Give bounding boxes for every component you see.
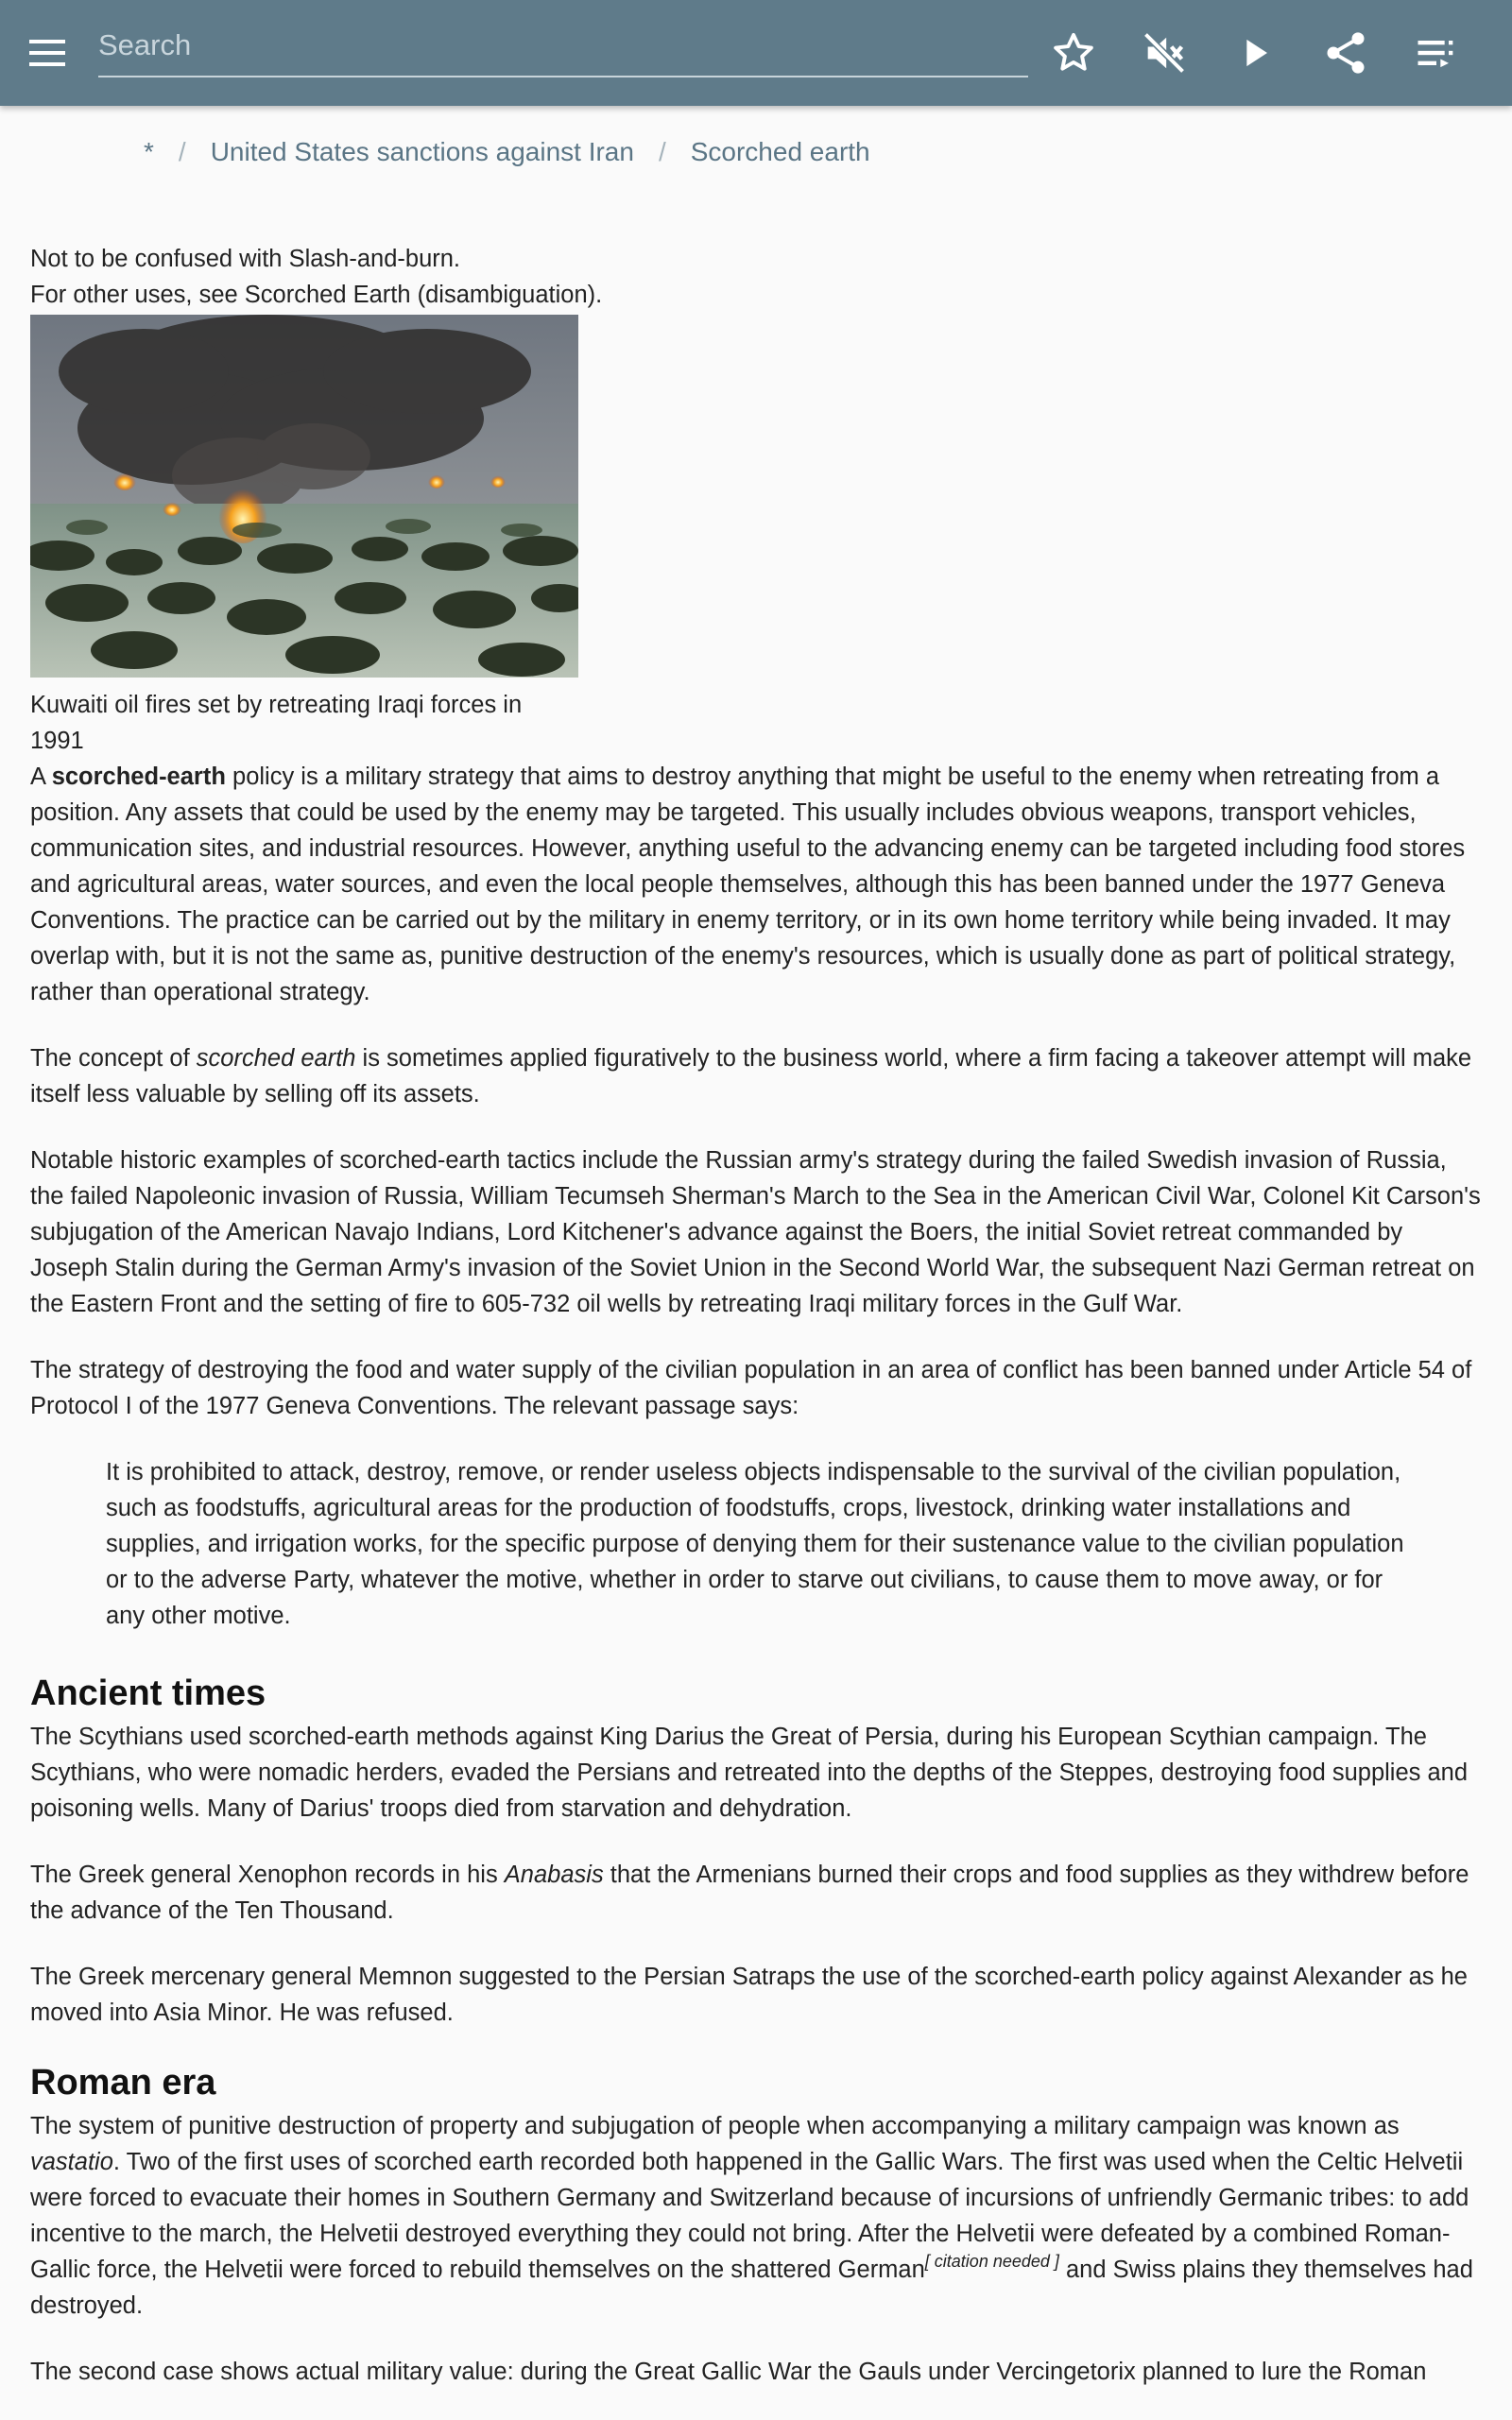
article-content	[30, 241, 1486, 2420]
breadcrumb-parent[interactable]: United States sanctions against Iran	[210, 137, 634, 166]
text-run: policy is a military strategy that aims to destroy anything that might be useful to the enemy when retreating from a position. Any assets that could be used by the enemy may be targeted. This usually includes obvious weapons, transport vehicles, communication sites, and industrial resources. However, anything useful to the advancing enemy can be targeted including food stores and agricultural areas, water sources, and even the local people themselves, although this has been banned under the 1977 Geneva Conventions. The practice can be carried out by the military in enemy territory, or in its own home territory while being invaded. It may overlap with, but it is not the same as, punitive destruction of the enemy's resources, which is usually done as part of political strategy, rather than operational strategy.	[30, 764, 1466, 1005]
breadcrumb-home[interactable]: *	[144, 137, 154, 166]
ancient-paragraph-3: The Greek mercenary general Memnon suggested to the Persian Satraps the use of the scorched-earth policy against Alexander as he moved into Asia Minor. He was refused.	[30, 1964, 1468, 2026]
italic-term: Anabasis	[504, 1862, 604, 1888]
text-run: is sometimes applied figuratively to the business world, where a firm facing a takeover attempt will make itself less valuable by selling off its assets.	[30, 1045, 1472, 1107]
intro-paragraph-1	[30, 759, 1486, 1010]
italic-term: scorched earth	[196, 1045, 356, 1072]
citation-needed-link[interactable]: [ citation needed ]	[924, 2252, 1059, 2271]
figure-caption: Kuwaiti oil fires set by retreating Iraqi forces in 1991	[30, 692, 523, 754]
playlist-icon[interactable]	[1412, 28, 1461, 77]
text-run: . Two of the first uses of scorched earth recorded both happened in the Gallic Wars. The first was used when the Celtic Helvetii were forced to evacuate their homes in Southern Germany and Switzerland because of incursions of unfriendly Germanic tribes: to add incentive to the march, the Helvetii destroyed everything they could not bring. After the Helvetii were defeated by a combined Roman-Gallic force, the Helvetii were forced to rebuild themselves on the shattered German	[30, 2149, 1469, 2283]
section-heading-ancient: Ancient times	[30, 1673, 266, 1713]
text-run: A	[30, 764, 52, 790]
roman-paragraph-2: The second case shows actual military value: during the Great Gallic War the Gauls under Vercingetorix planned to lure the Roman	[30, 2359, 1427, 2385]
menu-icon[interactable]	[26, 32, 79, 74]
intro-paragraph-3: Notable historic examples of scorched-earth tactics include the Russian army's strategy during the failed Swedish invasion of Russia, the failed Napoleonic invasion of Russia, William Tecumseh Sherman's March to the Sea in the American Civil War, Colonel Kit Carson's subjugation of the American Navajo Indians, Lord Kitchener's advance against the Boers, the initial Soviet retreat commanded by Joseph Stalin during the German Army's invasion of the Soviet Union in the Second World War, the subsequent Nazi German retreat on the Eastern Front and the setting of fire to 605-732 oil wells by retreating Iraqi military forces in the Gulf War.	[30, 1147, 1481, 1317]
breadcrumb-current[interactable]: Scorched earth	[690, 137, 870, 166]
breadcrumb-separator: /	[178, 137, 186, 166]
breadcrumb	[144, 137, 870, 175]
share-icon[interactable]	[1321, 28, 1370, 77]
italic-term: vastatio	[30, 2149, 113, 2175]
bold-term: scorched-earth	[51, 764, 226, 790]
geneva-quote: It is prohibited to attack, destroy, remove, or render useless objects indispensable to the survival of the civilian population, such as foodstuffs, agricultural areas for the production of foodstuffs, crops, livestock, drinking water installations and supplies, and irrigation works, for the specific purpose of denying them for their sustenance value to the civilian population or to the adverse Party, whatever the motive, whether in order to starve out civilians, to cause them to move away, or for any other motive.	[106, 1459, 1404, 1629]
text-run: The Greek general Xenophon records in his	[30, 1862, 505, 1888]
breadcrumb-separator: /	[658, 137, 666, 166]
hatnote-other-uses[interactable]: For other uses, see Scorched Earth (disambiguation).	[30, 282, 603, 308]
intro-paragraph-2	[30, 1040, 1486, 1112]
intro-paragraph-4: The strategy of destroying the food and water supply of the civilian population in an area of conflict has been banned under Article 54 of Protocol I of the 1977 Geneva Conventions. The relevant passage says:	[30, 1357, 1472, 1419]
search-input[interactable]	[98, 21, 1028, 70]
ancient-paragraph-2	[30, 1857, 1486, 1929]
section-heading-roman: Roman era	[30, 2063, 216, 2102]
kuwaiti-oil-fires-image[interactable]	[30, 315, 578, 678]
star-icon[interactable]	[1049, 28, 1098, 77]
text-run: that the Armenians burned their crops and food supplies as they withdrew before the advance of the Ten Thousand.	[30, 1862, 1469, 1924]
roman-paragraph-1	[30, 2108, 1486, 2324]
top-app-bar	[0, 0, 1512, 106]
text-run: and Swiss plains they themselves had destroyed.	[30, 2257, 1473, 2319]
play-icon[interactable]	[1230, 28, 1280, 77]
volume-off-icon[interactable]	[1140, 28, 1189, 77]
search-field	[98, 21, 1028, 77]
ancient-paragraph-1: The Scythians used scorched-earth methods against King Darius the Great of Persia, during his European Scythian campaign. The Scythians, who were nomadic herders, evaded the Persians and retreated into the depths of the Steppes, destroying food supplies and poisoning wells. Many of Darius' troops died from starvation and dehydration.	[30, 1724, 1469, 1822]
text-run: The concept of	[30, 1045, 197, 1072]
hatnote-confused[interactable]: Not to be confused with Slash-and-burn.	[30, 246, 461, 272]
text-run: The system of punitive destruction of property and subjugation of people when accompanying a military campaign was known as	[30, 2113, 1400, 2139]
